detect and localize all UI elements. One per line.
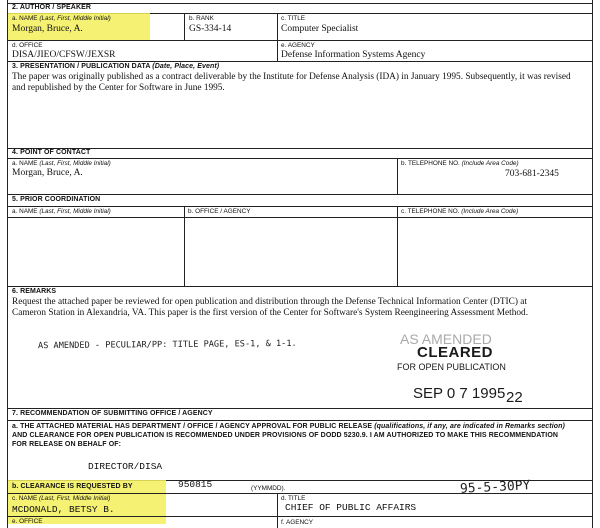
recommendation-text: a. THE ATTACHED MATERIAL HAS DEPARTMENT / OFFICE / AGENCY APPROVAL FOR PUBLIC RELEASE (qualifications, if any, are indicated in Remarks section) AND CLEARANCE FOR OPEN PUBLICATION IS RECOMMENDED UNDER PROVISIONS OF DODD 5230.9. I AM AUTHORIZED TO MAKE THIS RECOMMENDATION FOR RELEASE ON BEHALF OF: [12, 423, 565, 448]
author-office-value: DISA/JIEO/CFSW/JEXSR [12, 50, 116, 60]
author-name-value: Morgan, Bruce, A. [12, 24, 83, 34]
form-divider [184, 206, 185, 286]
stamp-amended: AS AMENDED [400, 331, 492, 347]
form-divider [397, 206, 398, 286]
recommend-title-value: CHIEF OF PUBLIC AFFAIRS [285, 502, 417, 513]
form-rule [8, 40, 277, 41]
remarks-text: Request the attached paper be reviewed for open publication and distribution through the Defense Technical Information Center (DTIC) at Cameron Station in Alexandria, VA. This paper is the first version of the Center for Software's System Reengineering Assessment Method. [12, 297, 529, 318]
recommend-name-value: MCDONALD, BETSY B. [12, 504, 115, 515]
clearance-requested-label: b. CLEARANCE IS REQUESTED BY [12, 483, 133, 490]
coord-phone-label: c. TELEPHONE NO. (Include Area Code) [401, 208, 519, 215]
form-rule [8, 516, 592, 517]
author-office-label: d. OFFICE [12, 42, 43, 49]
form-divider [277, 493, 278, 528]
contact-phone-label: b. TELEPHONE NO. (Include Area Code) [401, 160, 519, 167]
coord-office-label: b. OFFICE / AGENCY [188, 208, 251, 215]
form-rule [8, 158, 592, 159]
section-4-label: 4. POINT OF CONTACT [12, 149, 91, 156]
recommendation-behalf: DIRECTOR/DISA [88, 461, 163, 472]
clearance-date-hint: (YYMMDD). [251, 485, 286, 492]
form-rule [8, 194, 592, 195]
presentation-text: The paper was originally published as a contract deliverable by the Institute for Defense Analysis (IDA) in January 1995. Subsequently, it was revised and republished by the Center for Software in June 1995. [12, 72, 571, 93]
contact-name-value: Morgan, Bruce, A. [12, 168, 83, 178]
form-rule [8, 206, 592, 207]
form-rule [8, 420, 592, 421]
author-rank-label: b. RANK [189, 15, 214, 22]
author-rank-value: GS-334-14 [189, 24, 232, 34]
handwritten-signature-date: 95-5-30PY [459, 478, 531, 497]
stamp-for-open-publication: FOR OPEN PUBLICATION [397, 362, 506, 372]
form-rule [8, 493, 592, 494]
author-agency-label: e. AGENCY [281, 42, 315, 49]
form-divider [184, 13, 185, 40]
contact-phone-value: 703-681-2345 [505, 169, 559, 179]
form-rule [8, 408, 592, 409]
form-rule [8, 286, 592, 287]
coord-name-label: a. NAME (Last, First, Middle Initial) [12, 208, 111, 215]
recommend-name-label: c. NAME (Last, First, Middle Initial) [12, 495, 111, 502]
contact-name-label: a. NAME (Last, First, Middle Initial) [12, 160, 111, 167]
form-divider [277, 13, 278, 61]
section-5-label: 5. PRIOR COORDINATION [12, 196, 101, 203]
section-3-label: 3. PRESENTATION / PUBLICATION DATA (Date, Place, Event) [12, 63, 220, 70]
stamp-cleared: CLEARED [417, 344, 494, 361]
stamp-date: SEP 0 7 1995 [413, 385, 506, 402]
form-rule [8, 148, 592, 149]
recommend-office-label: e. OFFICE [12, 518, 43, 525]
author-title-label: c. TITLE [281, 15, 306, 22]
author-name-label: a. NAME (Last, First, Middle Initial) [12, 15, 111, 22]
form-divider [397, 158, 398, 194]
form-rule [8, 217, 592, 218]
recommend-title-label: d. TITLE [281, 495, 306, 502]
form-rule [8, 3, 592, 4]
clearance-form [7, 0, 593, 528]
form-rule [277, 40, 592, 41]
section-2-label: 2. AUTHOR / SPEAKER [12, 4, 92, 11]
author-title-value: Computer Specialist [281, 24, 359, 34]
clearance-date-value: 950815 [178, 479, 213, 490]
section-6-label: 6. REMARKS [12, 288, 57, 295]
recommend-agency-label: f. AGENCY [281, 519, 313, 526]
stamp-number: 22 [506, 389, 523, 406]
handwritten-amendment: AS AMENDED - PECULIAR/PP: TITLE PAGE, ES-1, & 1-1. [37, 338, 297, 352]
section-7-label: 7. RECOMMENDATION OF SUBMITTING OFFICE / AGENCY [12, 410, 213, 417]
author-agency-value: Defense Information Systems Agency [281, 50, 426, 60]
form-rule [8, 61, 592, 62]
